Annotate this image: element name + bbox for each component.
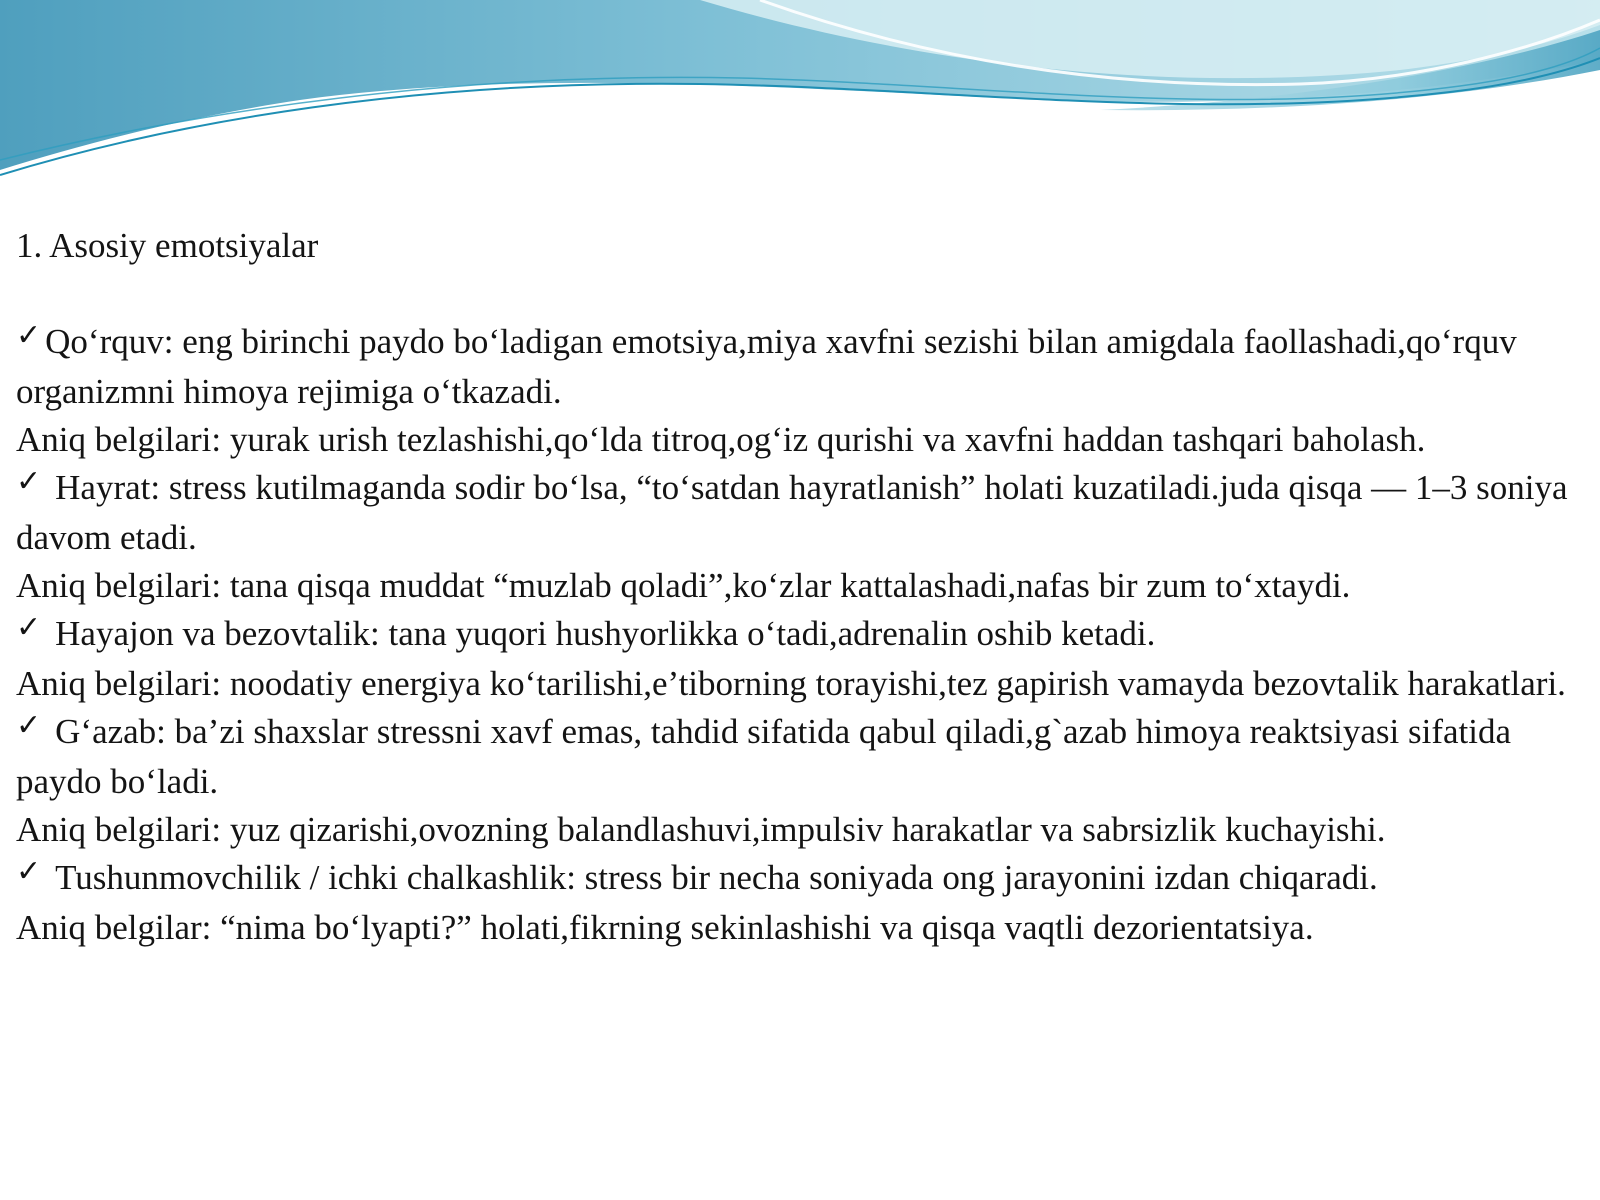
emotion-description: Hayajon va bezovtalik: tana yuqori hushyorlikka o‘tadi,adrenalin oshib ketadi. xyxy=(55,614,1156,653)
emotion-item-anger xyxy=(16,708,1586,806)
emotion-signs: Aniq belgilari: tana qisqa muddat “muzlab qoladi”,ko‘zlar kattalashadi,nafas bir zum to‘xtaydi. xyxy=(16,566,1351,605)
checkmark-icon: ✓ xyxy=(16,610,42,645)
emotion-item-confusion xyxy=(16,854,1586,904)
checkmark-icon: ✓ xyxy=(16,854,42,889)
section-heading: 1. Asosiy emotsiyalar xyxy=(16,226,319,265)
checkmark-icon: ✓ xyxy=(16,464,42,499)
emotion-signs: Aniq belgilari: yurak urish tezlashishi,qo‘lda titroq,og‘iz qurishi va xavfni haddan tashqari baholash. xyxy=(16,420,1426,459)
checkmark-icon: ✓ xyxy=(16,708,42,743)
emotion-signs: Aniq belgilari: noodatiy energiya ko‘tarilishi,e’tiborning torayishi,tez gapirish vamayda bezovtalik harakatlari. xyxy=(16,664,1566,703)
wave-header-decoration xyxy=(0,0,1600,200)
emotion-description: Qo‘rquv: eng birinchi paydo bo‘ladigan emotsiya,miya xavfni sezishi bilan amigdala faollashadi,qo‘rquv organizmni himoya rejimiga o‘tkazadi. xyxy=(16,322,1517,411)
emotion-description: G‘azab: ba’zi shaxslar stressni xavf emas, tahdid sifatida qabul qiladi,g`azab himoya reaktsiyasi sifatida paydo bo‘ladi. xyxy=(16,712,1512,801)
emotion-description: Tushunmovchilik / ichki chalkashlik: stress bir necha soniyada ong jarayonini izdan chiqaradi. xyxy=(55,858,1378,897)
emotion-signs: Aniq belgilari: yuz qizarishi,ovozning balandlashuvi,impulsiv harakatlar va sabrsizlik kuchayishi. xyxy=(16,810,1386,849)
slide-body xyxy=(16,222,1586,952)
emotion-signs: Aniq belgilar: “nima bo‘lyapti?” holati,fikrning sekinlashishi va qisqa vaqtli dezorientatsiya. xyxy=(16,908,1314,947)
checkmark-icon: ✓ xyxy=(16,318,42,353)
emotion-item-fear xyxy=(16,318,1586,416)
emotion-description: Hayrat: stress kutilmaganda sodir bo‘lsa, “to‘satdan hayratlanish” holati kuzatiladi.juda qisqa — 1–3 soniya davom etadi. xyxy=(16,468,1568,557)
emotion-item-surprise xyxy=(16,464,1586,562)
emotion-item-anxiety xyxy=(16,610,1586,660)
